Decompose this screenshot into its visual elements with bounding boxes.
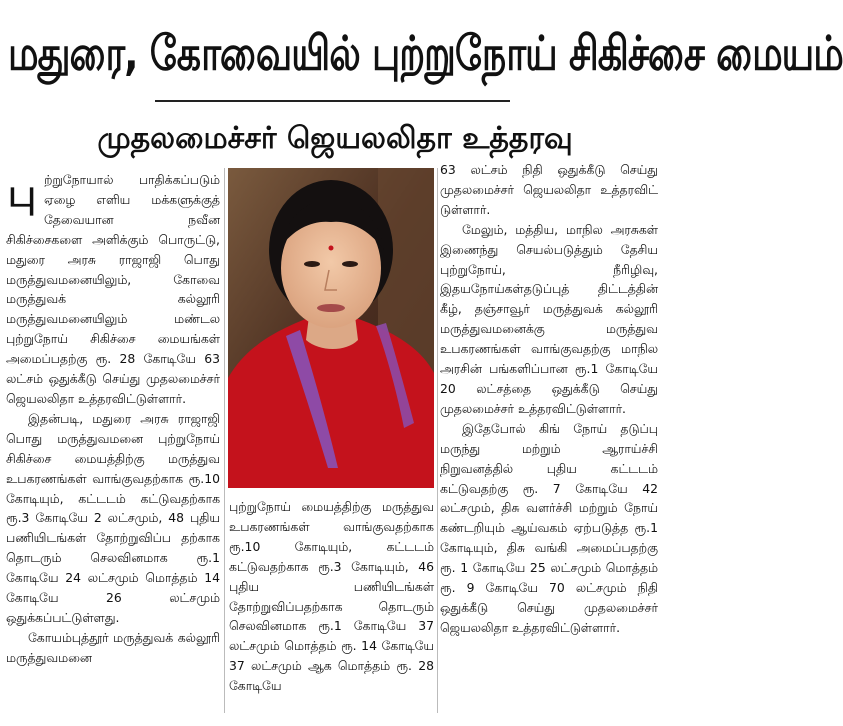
paragraph: ற்றுநோயால் பாதிக்கப்படும் ஏழை எளிய மக்களுக்குத் தேவையான நவீன சிகிச்சைகளை அளிக்கும் பொருட்டு, மதுரை அரசு ராஜாஜி பொது மருத்துவமனையிலும், கோவை மருத்துவக் கல்லூரி மருத்துவமனையிலும் மண்டல புற்றுநோய் சிகிச்சை மையங்கள் அமைப்பதற்கு ரூ. 28 கோடியே 63 லட்சம் ஒதுக்கீடு செய்து முதலமைச்சர் ஜெயலலிதா உத்தரவிட்டுள்ளார். (6, 172, 220, 406)
column-divider-right (437, 168, 438, 713)
article-column-2 (229, 497, 434, 712)
paragraph: இதன்படி, மதுரை அரசு ராஜாஜி பொது மருத்துவமனை புற்றுநோய் சிகிச்சை மையத்திற்கு மருத்துவ உபகரணங்கள் வாங்குவதற்காக ரூ.10 கோடியும், கட்டடம் கட்டுவதற்காக ரூ.3 கோடியே 2 லட்சமும், 48 புதிய பணியிடங்கள் தோற்றுவிப்ப தற்காக தொடரும் செலவினமாக ரூ.1 கோடியே 24 லட்சமும் மொத்தம் 14 கோடியே 26 லட்சமும் ஒதுக்கப்பட்டுள்ளது. (6, 410, 220, 625)
paragraph: இதேபோல் கிங் நோய் தடுப்பு மருந்து மற்றும் ஆராய்ச்சி நிறுவனத்தில் புதிய கட்டடம் கட்டுவதற்கு ரூ. 7 கோடியே 42 லட்சமும், திசு வளர்ச்சி மற்றும் நோய் கண்டறியும் ஆய்வகம் ஏற்படுத்த ரூ.1 கோடியும், திசு வங்கி அமைப்பதற்கு ரூ. 1 கோடியே 25 லட்சமும் மொத்தம் ரூ. 9 கோடியே 70 லட்சமும் நிதி ஒதுக்கீடு செய்து முதலமைச்சர் ஜெயலலிதா உத்தரவிட்டுள்ளார். (440, 420, 658, 635)
portrait-illustration (228, 168, 434, 488)
paragraph: புற்றுநோய் மையத்திற்கு மருத்துவ உபகரணங்கள் வாங்குவதற்காக ரூ.10 கோடியும், கட்டடம் கட்டுவதற்காக ரூ.3 கோடியும், 46 புதிய பணியிடங்கள் தோற்றுவிப்பதற்காக தொடரும் செலவினமாக ரூ.1 கோடியே 37 லட்சமும் மொத்தம் ரூ. 14 கோடியே 37 லட்சமும் ஆக மொத்தம் ரூ. 28 கோடியே (229, 499, 434, 694)
column-divider-left (224, 168, 225, 713)
paragraph: மேலும், மத்திய, மாநில அரசுகள் இணைந்து செயல்படுத்தும் தேசிய புற்றுநோய், நீரிழிவு, இதயநோய்கள்தடுப்புத் திட்டத்தின் கீழ், தஞ்சாவூர் மருத்துவக் கல்லூரி மருத்துவமனைக்கு மருத்துவ உபகரணங்கள் வாங்குவதற்கு மாநில அரசின் பங்களிப்பான ரூ.1 கோடியே 20 லட்சத்தை ஒதுக்கீடு செய்து முதலமைச்சர் உத்தரவிட்டுள்ளார். (440, 221, 658, 416)
portrait-photo (228, 168, 434, 488)
drop-cap: பு (7, 171, 37, 215)
article-column-1 (6, 170, 220, 715)
paragraph: 63 லட்சம் நிதி ஒதுக்கீடு செய்து முதலமைச்சர் ஜெயலலிதா உத்தரவிட் டுள்ளார். (440, 162, 658, 217)
paragraph: கோயம்புத்தூர் மருத்துவக் கல்லூரி மருத்துவமனை (6, 629, 220, 665)
sub-headline: முதலமைச்சர் ஜெயலலிதா உத்தரவு (97, 121, 573, 156)
main-headline: மதுரை, கோவையில் புற்றுநோய் சிகிச்சை மையம் (8, 25, 843, 81)
article-column-3 (440, 160, 658, 710)
headline-divider (155, 100, 510, 102)
